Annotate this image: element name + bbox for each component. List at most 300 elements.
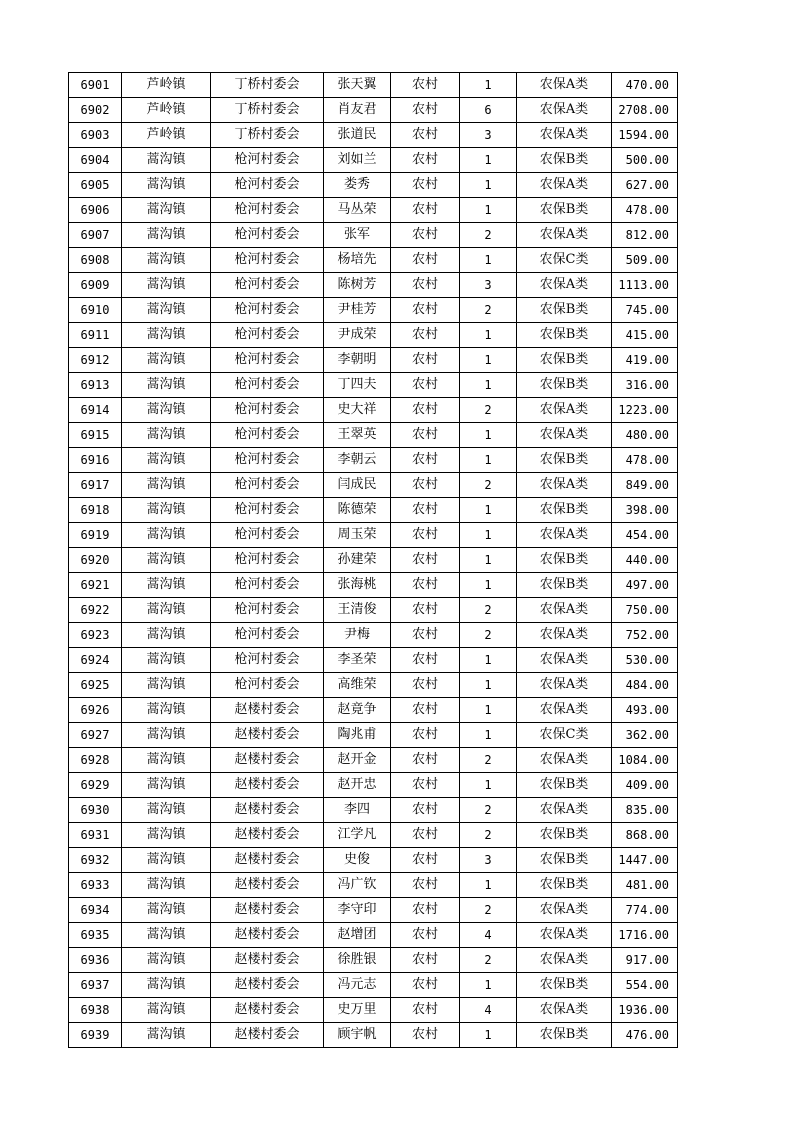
- cell-category: 农保B类: [517, 148, 612, 173]
- cell-village: 赵楼村委会: [211, 1023, 324, 1048]
- cell-amount: 493.00: [612, 698, 678, 723]
- cell-area: 农村: [391, 898, 460, 923]
- cell-count: 2: [460, 948, 517, 973]
- cell-village: 赵楼村委会: [211, 848, 324, 873]
- cell-amount: 362.00: [612, 723, 678, 748]
- cell-id: 6924: [69, 648, 122, 673]
- cell-village: 赵楼村委会: [211, 873, 324, 898]
- cell-amount: 476.00: [612, 1023, 678, 1048]
- cell-town: 蒿沟镇: [122, 498, 211, 523]
- cell-amount: 419.00: [612, 348, 678, 373]
- cell-area: 农村: [391, 998, 460, 1023]
- cell-village: 枪河村委会: [211, 273, 324, 298]
- table-row: [69, 898, 678, 923]
- cell-area: 农村: [391, 198, 460, 223]
- cell-category: 农保A类: [517, 123, 612, 148]
- cell-category: 农保B类: [517, 873, 612, 898]
- cell-name: 陈德荣: [324, 498, 391, 523]
- cell-village: 枪河村委会: [211, 423, 324, 448]
- cell-count: 2: [460, 223, 517, 248]
- cell-village: 枪河村委会: [211, 348, 324, 373]
- cell-area: 农村: [391, 248, 460, 273]
- table-row: [69, 473, 678, 498]
- cell-name: 史万里: [324, 998, 391, 1023]
- cell-name: 李朝明: [324, 348, 391, 373]
- document-page: [68, 72, 677, 1048]
- cell-name: 闫成民: [324, 473, 391, 498]
- cell-id: 6935: [69, 923, 122, 948]
- cell-count: 1: [460, 73, 517, 98]
- cell-area: 农村: [391, 648, 460, 673]
- table-row: [69, 423, 678, 448]
- cell-id: 6926: [69, 698, 122, 723]
- cell-village: 枪河村委会: [211, 398, 324, 423]
- cell-town: 芦岭镇: [122, 73, 211, 98]
- cell-count: 2: [460, 748, 517, 773]
- cell-category: 农保A类: [517, 648, 612, 673]
- cell-name: 冯元志: [324, 973, 391, 998]
- table-row: [69, 723, 678, 748]
- cell-village: 赵楼村委会: [211, 948, 324, 973]
- cell-amount: 1594.00: [612, 123, 678, 148]
- cell-category: 农保B类: [517, 973, 612, 998]
- cell-id: 6927: [69, 723, 122, 748]
- table-row: [69, 948, 678, 973]
- cell-category: 农保A类: [517, 473, 612, 498]
- cell-area: 农村: [391, 1023, 460, 1048]
- cell-category: 农保A类: [517, 948, 612, 973]
- cell-area: 农村: [391, 148, 460, 173]
- cell-amount: 1447.00: [612, 848, 678, 873]
- cell-village: 枪河村委会: [211, 498, 324, 523]
- cell-area: 农村: [391, 473, 460, 498]
- table-row: [69, 498, 678, 523]
- cell-category: 农保B类: [517, 498, 612, 523]
- cell-category: 农保B类: [517, 1023, 612, 1048]
- cell-village: 赵楼村委会: [211, 773, 324, 798]
- table-row: [69, 648, 678, 673]
- cell-amount: 484.00: [612, 673, 678, 698]
- cell-town: 蒿沟镇: [122, 948, 211, 973]
- table-row: [69, 173, 678, 198]
- cell-name: 尹桂芳: [324, 298, 391, 323]
- cell-name: 陶兆甫: [324, 723, 391, 748]
- cell-village: 丁桥村委会: [211, 123, 324, 148]
- cell-area: 农村: [391, 548, 460, 573]
- cell-name: 史大祥: [324, 398, 391, 423]
- cell-amount: 752.00: [612, 623, 678, 648]
- cell-category: 农保B类: [517, 373, 612, 398]
- table-row: [69, 448, 678, 473]
- cell-count: 1: [460, 323, 517, 348]
- cell-amount: 745.00: [612, 298, 678, 323]
- cell-town: 蒿沟镇: [122, 198, 211, 223]
- table-row: [69, 923, 678, 948]
- cell-count: 6: [460, 98, 517, 123]
- cell-name: 张海桃: [324, 573, 391, 598]
- cell-id: 6920: [69, 548, 122, 573]
- cell-name: 冯广钦: [324, 873, 391, 898]
- data-table: [68, 72, 678, 1048]
- cell-name: 尹梅: [324, 623, 391, 648]
- cell-count: 3: [460, 123, 517, 148]
- cell-name: 周玉荣: [324, 523, 391, 548]
- cell-village: 枪河村委会: [211, 623, 324, 648]
- cell-town: 蒿沟镇: [122, 148, 211, 173]
- table-row: [69, 398, 678, 423]
- cell-town: 蒿沟镇: [122, 173, 211, 198]
- cell-amount: 1936.00: [612, 998, 678, 1023]
- cell-category: 农保C类: [517, 248, 612, 273]
- cell-area: 农村: [391, 748, 460, 773]
- cell-id: 6903: [69, 123, 122, 148]
- cell-area: 农村: [391, 348, 460, 373]
- cell-amount: 500.00: [612, 148, 678, 173]
- cell-area: 农村: [391, 798, 460, 823]
- cell-category: 农保A类: [517, 173, 612, 198]
- cell-name: 孙建荣: [324, 548, 391, 573]
- cell-town: 蒿沟镇: [122, 898, 211, 923]
- cell-village: 赵楼村委会: [211, 973, 324, 998]
- cell-id: 6901: [69, 73, 122, 98]
- cell-town: 蒿沟镇: [122, 598, 211, 623]
- table-row: [69, 748, 678, 773]
- cell-count: 1: [460, 548, 517, 573]
- cell-count: 2: [460, 598, 517, 623]
- cell-village: 枪河村委会: [211, 473, 324, 498]
- cell-area: 农村: [391, 123, 460, 148]
- cell-area: 农村: [391, 573, 460, 598]
- cell-category: 农保B类: [517, 848, 612, 873]
- cell-name: 赵开金: [324, 748, 391, 773]
- cell-category: 农保A类: [517, 798, 612, 823]
- cell-count: 1: [460, 198, 517, 223]
- cell-amount: 750.00: [612, 598, 678, 623]
- cell-id: 6939: [69, 1023, 122, 1048]
- cell-village: 枪河村委会: [211, 573, 324, 598]
- cell-village: 枪河村委会: [211, 548, 324, 573]
- cell-village: 赵楼村委会: [211, 923, 324, 948]
- cell-town: 蒿沟镇: [122, 348, 211, 373]
- cell-area: 农村: [391, 173, 460, 198]
- cell-town: 蒿沟镇: [122, 473, 211, 498]
- cell-town: 蒿沟镇: [122, 873, 211, 898]
- cell-count: 2: [460, 473, 517, 498]
- cell-category: 农保A类: [517, 748, 612, 773]
- cell-category: 农保A类: [517, 523, 612, 548]
- cell-count: 1: [460, 1023, 517, 1048]
- cell-category: 农保B类: [517, 823, 612, 848]
- cell-count: 1: [460, 973, 517, 998]
- cell-area: 农村: [391, 273, 460, 298]
- cell-area: 农村: [391, 673, 460, 698]
- cell-village: 枪河村委会: [211, 198, 324, 223]
- cell-id: 6929: [69, 773, 122, 798]
- table-row: [69, 623, 678, 648]
- cell-area: 农村: [391, 523, 460, 548]
- cell-village: 赵楼村委会: [211, 723, 324, 748]
- cell-id: 6911: [69, 323, 122, 348]
- cell-area: 农村: [391, 773, 460, 798]
- cell-area: 农村: [391, 973, 460, 998]
- cell-category: 农保B类: [517, 573, 612, 598]
- cell-name: 赵竟争: [324, 698, 391, 723]
- cell-category: 农保A类: [517, 273, 612, 298]
- cell-count: 1: [460, 673, 517, 698]
- cell-area: 农村: [391, 873, 460, 898]
- cell-village: 枪河村委会: [211, 298, 324, 323]
- cell-category: 农保B类: [517, 548, 612, 573]
- cell-town: 蒿沟镇: [122, 698, 211, 723]
- cell-village: 枪河村委会: [211, 673, 324, 698]
- cell-name: 李守印: [324, 898, 391, 923]
- cell-town: 蒿沟镇: [122, 373, 211, 398]
- cell-amount: 530.00: [612, 648, 678, 673]
- cell-name: 江学凡: [324, 823, 391, 848]
- table-row: [69, 298, 678, 323]
- cell-town: 蒿沟镇: [122, 423, 211, 448]
- cell-id: 6915: [69, 423, 122, 448]
- cell-name: 丁四夫: [324, 373, 391, 398]
- cell-id: 6936: [69, 948, 122, 973]
- cell-area: 农村: [391, 623, 460, 648]
- cell-id: 6914: [69, 398, 122, 423]
- cell-amount: 454.00: [612, 523, 678, 548]
- cell-category: 农保A类: [517, 923, 612, 948]
- cell-village: 赵楼村委会: [211, 998, 324, 1023]
- table-body: [69, 73, 678, 1048]
- cell-amount: 917.00: [612, 948, 678, 973]
- cell-town: 蒿沟镇: [122, 648, 211, 673]
- cell-id: 6937: [69, 973, 122, 998]
- cell-id: 6918: [69, 498, 122, 523]
- cell-id: 6909: [69, 273, 122, 298]
- cell-count: 2: [460, 623, 517, 648]
- cell-town: 蒿沟镇: [122, 573, 211, 598]
- cell-village: 赵楼村委会: [211, 798, 324, 823]
- cell-area: 农村: [391, 948, 460, 973]
- cell-village: 枪河村委会: [211, 248, 324, 273]
- cell-amount: 774.00: [612, 898, 678, 923]
- cell-category: 农保A类: [517, 223, 612, 248]
- cell-name: 尹成荣: [324, 323, 391, 348]
- cell-id: 6904: [69, 148, 122, 173]
- cell-name: 马丛荣: [324, 198, 391, 223]
- table-row: [69, 573, 678, 598]
- cell-id: 6916: [69, 448, 122, 473]
- cell-area: 农村: [391, 373, 460, 398]
- cell-town: 蒿沟镇: [122, 723, 211, 748]
- cell-area: 农村: [391, 423, 460, 448]
- table-row: [69, 73, 678, 98]
- cell-count: 2: [460, 298, 517, 323]
- cell-name: 赵增团: [324, 923, 391, 948]
- cell-id: 6906: [69, 198, 122, 223]
- cell-count: 2: [460, 898, 517, 923]
- cell-amount: 1716.00: [612, 923, 678, 948]
- cell-area: 农村: [391, 398, 460, 423]
- cell-village: 枪河村委会: [211, 323, 324, 348]
- cell-amount: 627.00: [612, 173, 678, 198]
- cell-name: 刘如兰: [324, 148, 391, 173]
- cell-area: 农村: [391, 298, 460, 323]
- cell-amount: 868.00: [612, 823, 678, 848]
- cell-count: 1: [460, 573, 517, 598]
- cell-name: 杨培先: [324, 248, 391, 273]
- cell-id: 6910: [69, 298, 122, 323]
- cell-id: 6919: [69, 523, 122, 548]
- cell-category: 农保B类: [517, 298, 612, 323]
- cell-category: 农保A类: [517, 423, 612, 448]
- cell-town: 蒿沟镇: [122, 773, 211, 798]
- cell-count: 1: [460, 723, 517, 748]
- cell-count: 1: [460, 373, 517, 398]
- cell-count: 2: [460, 798, 517, 823]
- cell-name: 顾宇帆: [324, 1023, 391, 1048]
- cell-id: 6902: [69, 98, 122, 123]
- cell-village: 赵楼村委会: [211, 898, 324, 923]
- cell-count: 1: [460, 873, 517, 898]
- table-row: [69, 223, 678, 248]
- cell-area: 农村: [391, 448, 460, 473]
- cell-name: 陈树芳: [324, 273, 391, 298]
- cell-area: 农村: [391, 823, 460, 848]
- cell-name: 李朝云: [324, 448, 391, 473]
- cell-category: 农保A类: [517, 398, 612, 423]
- cell-village: 赵楼村委会: [211, 698, 324, 723]
- cell-town: 蒿沟镇: [122, 1023, 211, 1048]
- cell-village: 枪河村委会: [211, 598, 324, 623]
- cell-category: 农保B类: [517, 448, 612, 473]
- cell-area: 农村: [391, 73, 460, 98]
- cell-id: 6908: [69, 248, 122, 273]
- cell-area: 农村: [391, 923, 460, 948]
- cell-name: 史俊: [324, 848, 391, 873]
- cell-id: 6934: [69, 898, 122, 923]
- table-row: [69, 273, 678, 298]
- cell-town: 蒿沟镇: [122, 398, 211, 423]
- cell-category: 农保B类: [517, 348, 612, 373]
- cell-village: 丁桥村委会: [211, 98, 324, 123]
- cell-name: 娄秀: [324, 173, 391, 198]
- cell-town: 蒿沟镇: [122, 748, 211, 773]
- cell-amount: 812.00: [612, 223, 678, 248]
- cell-name: 王翠英: [324, 423, 391, 448]
- cell-amount: 398.00: [612, 498, 678, 523]
- cell-village: 枪河村委会: [211, 448, 324, 473]
- cell-id: 6938: [69, 998, 122, 1023]
- cell-category: 农保A类: [517, 98, 612, 123]
- table-row: [69, 1023, 678, 1048]
- table-row: [69, 123, 678, 148]
- cell-village: 枪河村委会: [211, 173, 324, 198]
- cell-category: 农保A类: [517, 998, 612, 1023]
- cell-count: 1: [460, 348, 517, 373]
- cell-count: 1: [460, 773, 517, 798]
- cell-village: 枪河村委会: [211, 648, 324, 673]
- cell-village: 丁桥村委会: [211, 73, 324, 98]
- cell-town: 蒿沟镇: [122, 548, 211, 573]
- cell-name: 张军: [324, 223, 391, 248]
- cell-id: 6928: [69, 748, 122, 773]
- cell-area: 农村: [391, 598, 460, 623]
- cell-amount: 1084.00: [612, 748, 678, 773]
- cell-village: 赵楼村委会: [211, 823, 324, 848]
- table-row: [69, 873, 678, 898]
- cell-id: 6923: [69, 623, 122, 648]
- cell-town: 蒿沟镇: [122, 273, 211, 298]
- cell-name: 张天翼: [324, 73, 391, 98]
- cell-amount: 316.00: [612, 373, 678, 398]
- cell-area: 农村: [391, 848, 460, 873]
- cell-name: 高维荣: [324, 673, 391, 698]
- table-row: [69, 798, 678, 823]
- cell-area: 农村: [391, 98, 460, 123]
- cell-amount: 849.00: [612, 473, 678, 498]
- cell-town: 蒿沟镇: [122, 848, 211, 873]
- table-row: [69, 998, 678, 1023]
- cell-amount: 554.00: [612, 973, 678, 998]
- cell-village: 赵楼村委会: [211, 748, 324, 773]
- cell-area: 农村: [391, 723, 460, 748]
- cell-id: 6921: [69, 573, 122, 598]
- cell-town: 蒿沟镇: [122, 973, 211, 998]
- table-row: [69, 348, 678, 373]
- cell-village: 枪河村委会: [211, 523, 324, 548]
- cell-id: 6931: [69, 823, 122, 848]
- cell-town: 芦岭镇: [122, 123, 211, 148]
- cell-id: 6917: [69, 473, 122, 498]
- cell-category: 农保B类: [517, 773, 612, 798]
- cell-amount: 480.00: [612, 423, 678, 448]
- table-row: [69, 148, 678, 173]
- cell-id: 6932: [69, 848, 122, 873]
- cell-area: 农村: [391, 698, 460, 723]
- cell-category: 农保A类: [517, 623, 612, 648]
- cell-count: 1: [460, 248, 517, 273]
- cell-name: 赵开忠: [324, 773, 391, 798]
- cell-count: 1: [460, 648, 517, 673]
- cell-town: 蒿沟镇: [122, 798, 211, 823]
- cell-id: 6912: [69, 348, 122, 373]
- cell-amount: 478.00: [612, 198, 678, 223]
- table-row: [69, 848, 678, 873]
- cell-amount: 509.00: [612, 248, 678, 273]
- table-row: [69, 198, 678, 223]
- cell-area: 农村: [391, 223, 460, 248]
- table-row: [69, 598, 678, 623]
- cell-category: 农保B类: [517, 198, 612, 223]
- cell-id: 6922: [69, 598, 122, 623]
- table-row: [69, 373, 678, 398]
- cell-town: 蒿沟镇: [122, 923, 211, 948]
- cell-id: 6907: [69, 223, 122, 248]
- cell-town: 蒿沟镇: [122, 998, 211, 1023]
- cell-count: 1: [460, 498, 517, 523]
- cell-area: 农村: [391, 323, 460, 348]
- cell-id: 6905: [69, 173, 122, 198]
- cell-name: 李四: [324, 798, 391, 823]
- cell-amount: 481.00: [612, 873, 678, 898]
- cell-amount: 478.00: [612, 448, 678, 473]
- cell-name: 王清俊: [324, 598, 391, 623]
- cell-category: 农保A类: [517, 898, 612, 923]
- cell-count: 1: [460, 448, 517, 473]
- cell-category: 农保B类: [517, 323, 612, 348]
- cell-count: 1: [460, 523, 517, 548]
- cell-area: 农村: [391, 498, 460, 523]
- cell-count: 1: [460, 698, 517, 723]
